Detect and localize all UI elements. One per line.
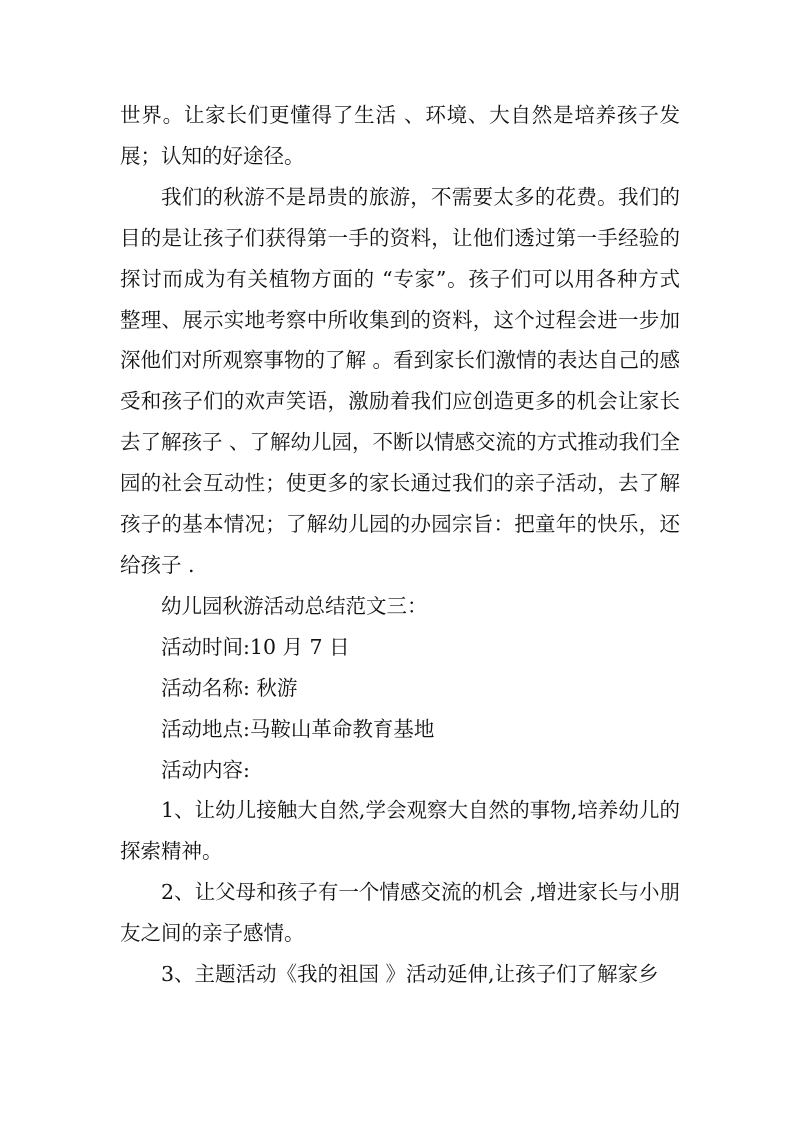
- activity-name: 活动名称: 秋游: [161, 675, 298, 700]
- content-item-2: 2、让父母和孩子有一个情感交流的机会 ,增进家长与小朋友之间的亲子感情。: [120, 880, 680, 946]
- section-heading-sample-three: 幼儿园秋游活动总结范文三：: [161, 593, 428, 618]
- content-item-1: 1、让幼儿接触大自然,学会观察大自然的事物,培养幼儿的探索精神。: [120, 798, 680, 864]
- paragraph-autumn-trip-purpose: 我们的秋游不是昂贵的旅游，不需要太多的花费。我们的目的是让孩子们获得第一手的资料，让他们透过第一手经验的探讨而成为有关植物方面的 “专家”。孩子们可以用各种方式整理、展示实地考察中所收集到的资料，这个过程会进一步加深他们对所观察事物的了解 。看到家长们激情的表达自己的感受和孩子们的欢声笑语，激励着我们应创造更多的机会让家长去了解孩子 、了解幼儿园，不断以情感交流的方式推动我们全园的社会互动性；使更多的家长通过我们的亲子活动，去了解孩子的基本情况；了解幼儿园的办园宗旨：把童年的快乐，还给孩子 .: [120, 184, 681, 577]
- content-item-3: 3、主题活动《我的祖国 》活动延伸,让孩子们了解家乡: [161, 962, 659, 987]
- activity-content-label: 活动内容:: [161, 757, 250, 782]
- activity-time: 活动时间:10 月 7 日: [161, 634, 350, 659]
- paragraph-continuation: 世界。让家长们更懂得了生活 、环境、大自然是培养孩子发展；认知的好途径。: [120, 103, 680, 168]
- activity-location: 活动地点:马鞍山革命教育基地: [161, 716, 435, 741]
- document-body: [120, 95, 680, 995]
